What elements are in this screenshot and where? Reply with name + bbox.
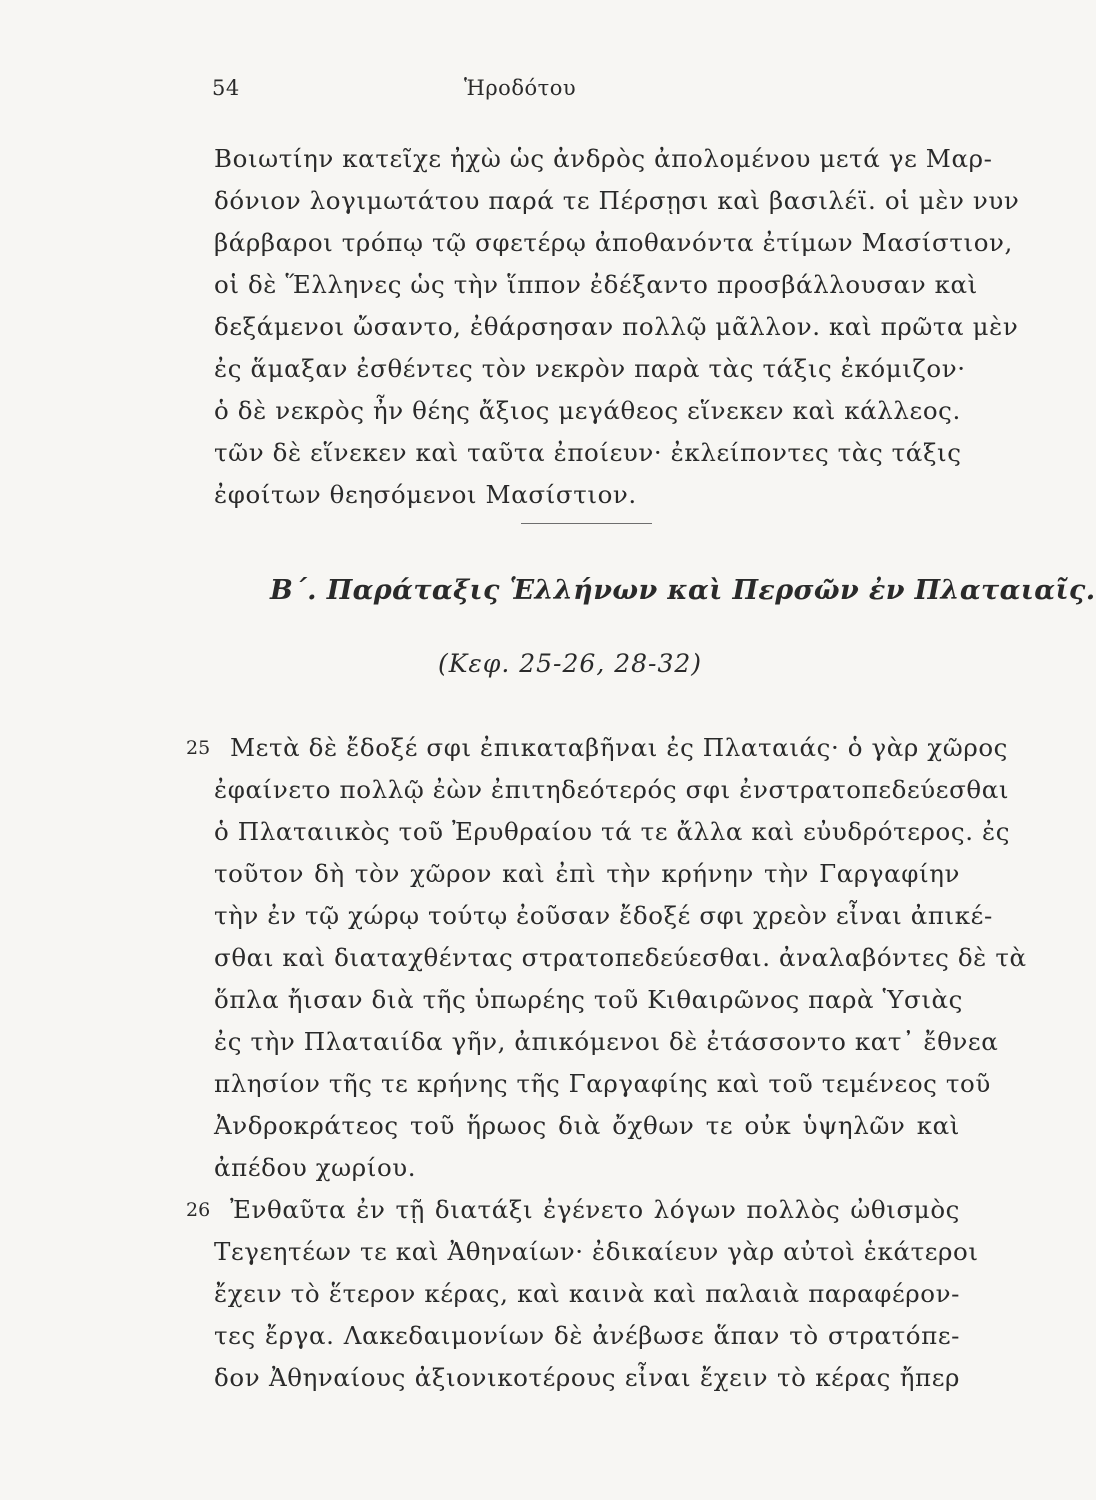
text-line: ἔχειν τὸ ἕτερον κέρας, καὶ καινὰ καὶ παλαιὰ παραφέρον- (214, 1279, 960, 1308)
text-line: ἐς τὴν Πλαταιίδα γῆν, ἀπικόμενοι δὲ ἐτάσσοντο κατ᾽ ἔθνεα (214, 1027, 999, 1056)
chapter-number: 25 (186, 737, 211, 759)
text-line: πλησίον τῆς τε κρήνης τῆς Γαργαφίης καὶ τοῦ τεμένεος τοῦ (214, 1069, 991, 1098)
text-line: ἐφαίνετο πολλῷ ἐὼν ἐπιτηδεότερός σφι ἐνστρατοπεδεύεσθαι (214, 775, 1010, 804)
text-line: δόνιον λογιμωτάτου παρά τε Πέρσῃσι καὶ βασιλέϊ. οἱ μὲν νυν (214, 186, 1020, 215)
text-line: Βοιωτίην κατεῖχε ἠχὼ ὡς ἀνδρὸς ἀπολομένου μετά γε Μαρ- (214, 144, 993, 173)
text-line: ἐφοίτων θεησόμενοι Μασίστιον. (214, 480, 637, 509)
chapter-reference: (Κεφ. 25-26, 28-32) (438, 649, 703, 678)
section-divider (521, 523, 652, 524)
text-line: τῶν δὲ εἵνεκεν καὶ ταῦτα ἐποίευν· ἐκλείποντες τὰς τάξις (214, 438, 962, 467)
text-line: δον Ἀθηναίους ἀξιονικοτέρους εἶναι ἔχειν τὸ κέρας ἤπερ (214, 1363, 960, 1392)
text-line: Ἀνδροκράτεος τοῦ ἥρωος διὰ ὄχθων τε οὐκ ὑψηλῶν καὶ (214, 1111, 960, 1140)
text-line: ὁ Πλαταιικὸς τοῦ Ἐρυθραίου τά τε ἄλλα καὶ εὐυδρότερος. ἐς (214, 817, 1011, 846)
page-header (212, 76, 772, 106)
text-line: δεξάμενοι ὤσαντο, ἐθάρσησαν πολλῷ μᾶλλον. καὶ πρῶτα μὲν (214, 312, 1019, 341)
text-line: Μετὰ δὲ ἔδοξέ σφι ἐπικαταβῆναι ἐς Πλαταιάς· ὁ γὰρ χῶρος (230, 733, 1008, 762)
chapter-number: 26 (186, 1199, 211, 1221)
text-line: τοῦτον δὴ τὸν χῶρον καὶ ἐπὶ τὴν κρήνην τὴν Γαργαφίην (214, 859, 960, 888)
text-line: οἱ δὲ Ἕλληνες ὡς τὴν ἵππον ἐδέξαντο προσβάλλουσαν καὶ (214, 270, 978, 299)
text-line: ὅπλα ἤισαν διὰ τῆς ὑπωρέης τοῦ Κιθαιρῶνος παρὰ Ὑσιὰς (214, 985, 963, 1014)
text-line: σθαι καὶ διαταχθέντας στρατοπεδεύεσθαι. ἀναλαβόντες δὲ τὰ (214, 943, 1027, 972)
text-line: τὴν ἐν τῷ χώρῳ τούτῳ ἐοῦσαν ἔδοξέ σφι χρεὸν εἶναι ἀπικέ- (214, 901, 993, 930)
text-line: ἀπέδου χωρίου. (214, 1153, 417, 1182)
running-title: Ἡροδότου (464, 76, 577, 100)
text-line: ὁ δὲ νεκρὸς ἦν θέης ἄξιος μεγάθεος εἵνεκεν καὶ κάλλεος. (214, 396, 961, 425)
text-line: τες ἔργα. Λακεδαιμονίων δὲ ἀνέβωσε ἅπαν τὸ στρατόπε- (214, 1321, 960, 1350)
text-line: βάρβαροι τρόπῳ τῷ σφετέρῳ ἀποθανόντα ἐτίμων Μασίστιον, (214, 228, 1013, 257)
text-line: Ἐνθαῦτα ἐν τῇ διατάξι ἐγένετο λόγων πολλὸς ὠθισμὸς (230, 1195, 960, 1224)
text-line: ἐς ἅμαξαν ἐσθέντες τὸν νεκρὸν παρὰ τὰς τάξις ἐκόμιζον· (214, 354, 966, 383)
text-line: Τεγεητέων τε καὶ Ἀθηναίων· ἐδικαίευν γὰρ αὐτοὶ ἑκάτεροι (214, 1237, 979, 1266)
page-number: 54 (212, 76, 240, 100)
section-heading: Β΄. Παράταξις Ἑλλήνων καὶ Περσῶν ἐν Πλαταιαῖς. (270, 575, 1096, 606)
